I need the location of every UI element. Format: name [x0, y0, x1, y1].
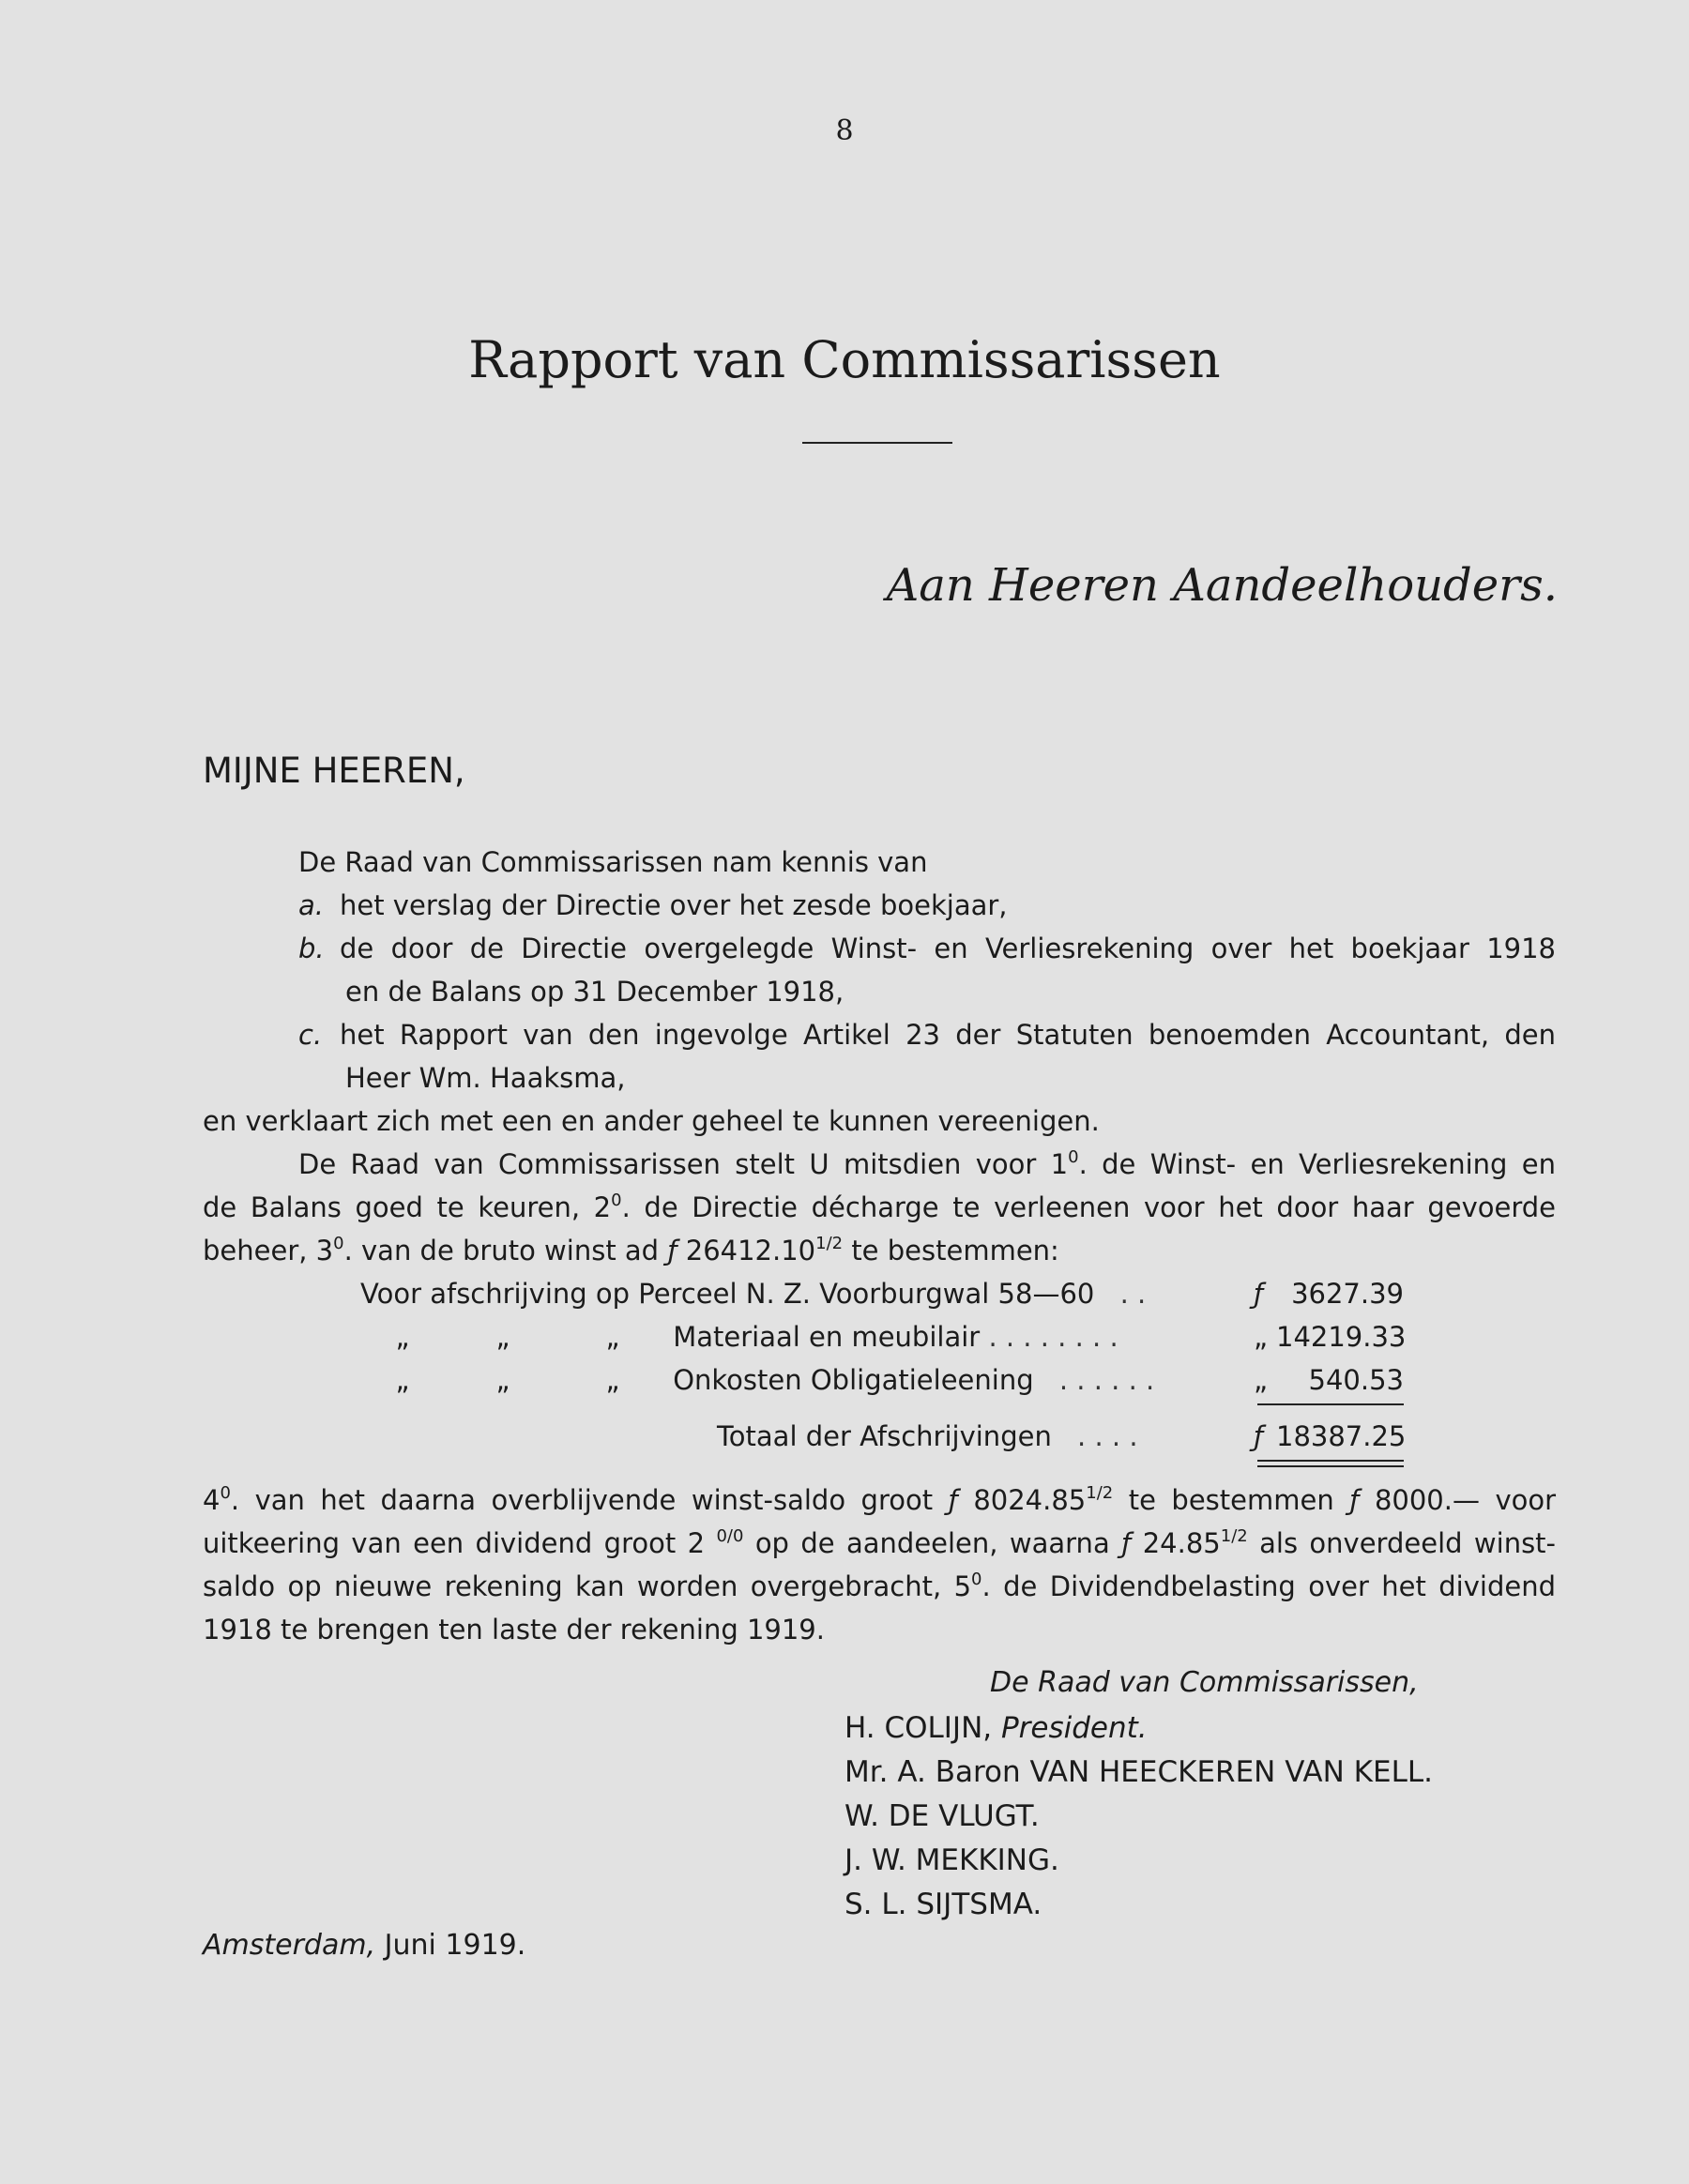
- place-date: [203, 1929, 525, 1962]
- row-amount: 540.53: [1308, 1364, 1404, 1396]
- currency-sign: „: [1254, 1321, 1269, 1353]
- total-label: Totaal der Afschrijvingen: [717, 1420, 1052, 1452]
- currency-sign: „: [1254, 1364, 1269, 1396]
- ditto-mark: „: [605, 1364, 620, 1396]
- signatory-name: H. COLIJN,: [844, 1711, 993, 1745]
- closing-line-2: [203, 1522, 1556, 1565]
- date: Juni 1919.: [384, 1929, 526, 1962]
- page-number: 8: [835, 114, 854, 147]
- item-text: de door de Directie overgelegde Winst- en Verliesrekening over het boekjaar 1918: [340, 933, 1556, 964]
- address-line: Aan Heeren Aandeelhouders.: [886, 559, 1558, 612]
- row-amount: 3627.39: [1291, 1278, 1404, 1310]
- item-label: b.: [298, 933, 325, 964]
- board-heading: De Raad van Commissarissen,: [990, 1666, 1419, 1699]
- proposal-text: beheer, 3: [203, 1235, 334, 1266]
- fraction: 1/2: [815, 1234, 844, 1253]
- depreciation-row-3: [360, 1358, 1154, 1402]
- closing-text: saldo op nieuwe rekening kan worden overgebracht, 5: [203, 1570, 972, 1602]
- closing-line-4: 1918 te brengen ten laste der rekening 1919.: [203, 1614, 825, 1646]
- amount: 24.85: [1142, 1527, 1221, 1559]
- row-amount: 14219.33: [1276, 1321, 1407, 1353]
- ordinal-mark: 0: [971, 1570, 982, 1589]
- item-a: [298, 884, 1008, 927]
- proposal-text: . de Winst- en Verliesrekening en: [1078, 1148, 1556, 1180]
- closing-text: als onverdeeld winst-: [1259, 1527, 1557, 1559]
- item-text: het verslag der Directie over het zesde boekjaar,: [340, 889, 1008, 921]
- closing-text: 4: [203, 1484, 221, 1516]
- gross-profit-amount: 26412.10: [685, 1235, 816, 1266]
- item-c: [298, 1013, 1556, 1056]
- item-c-cont: Heer Wm. Haaksma,: [345, 1062, 626, 1094]
- proposal-text: . de Directie décharge te verleenen voor het door haar gevoerde: [621, 1191, 1556, 1223]
- signatory: [844, 1843, 1059, 1877]
- row-item: Perceel N. Z. Voorburgwal 58—60: [638, 1278, 1095, 1310]
- ditto-mark: „: [395, 1321, 410, 1353]
- proposal-text: . van de bruto winst ad: [343, 1235, 660, 1266]
- currency-sign: ƒ: [1254, 1420, 1264, 1452]
- currency-sign: ƒ: [1254, 1278, 1264, 1310]
- closing-text: . van het daarna overblijvende winst-saldo groot: [230, 1484, 934, 1516]
- proposal-text: De Raad van Commissarissen stelt U mitsdien voor 1: [298, 1148, 1069, 1180]
- row-currency: [1254, 1415, 1263, 1458]
- closing-text: te bestemmen: [1128, 1484, 1334, 1516]
- salutation: MIJNE HEEREN,: [203, 751, 465, 791]
- proposal-text: de Balans goed te keuren, 2: [203, 1191, 612, 1223]
- florin-sign: ƒ: [1121, 1527, 1132, 1559]
- intro-line: De Raad van Commissarissen nam kennis van: [298, 846, 928, 878]
- row-currency: [1254, 1315, 1268, 1358]
- total-double-rule: [1257, 1460, 1404, 1462]
- ditto-mark: „: [395, 1364, 410, 1396]
- signatory-name: J. W. MEKKING.: [844, 1843, 1059, 1877]
- fraction: 1/2: [1086, 1483, 1114, 1503]
- closing-line-1: [203, 1479, 1556, 1522]
- signatory: [844, 1755, 1433, 1789]
- signatory-name: S. L. SIJTSMA.: [844, 1888, 1042, 1921]
- percent-sign: 0/0: [716, 1526, 744, 1546]
- ordinal-mark: 0: [611, 1191, 622, 1210]
- florin-sign: ƒ: [667, 1235, 677, 1266]
- depreciation-row-2: [360, 1315, 1118, 1358]
- total-double-rule: [1257, 1465, 1404, 1467]
- signatory-name: Mr. A. Baron VAN HEECKEREN VAN KELL.: [844, 1755, 1433, 1789]
- page-title: Rapport van Commissarissen: [468, 330, 1221, 389]
- ditto-mark: „: [495, 1364, 510, 1396]
- closing-text: op de aandeelen, waarna: [754, 1527, 1110, 1559]
- row-leader: . . . . . . . .: [988, 1321, 1118, 1353]
- closing-line-3: [203, 1565, 1556, 1608]
- florin-sign: ƒ: [1349, 1484, 1360, 1516]
- closing-text: uitkeering van een dividend groot 2: [203, 1527, 706, 1559]
- row-prefix: Voor afschrijving op: [360, 1278, 631, 1310]
- row-leader: . . . . . .: [1058, 1364, 1155, 1396]
- proposal-line-3: [203, 1229, 1059, 1272]
- total-row: [717, 1415, 1138, 1458]
- signatory: [844, 1711, 1148, 1745]
- ordinal-mark: 0: [1068, 1147, 1079, 1167]
- total-amount: 18387.25: [1276, 1420, 1407, 1452]
- row-item: Materiaal en meubilair: [673, 1321, 981, 1353]
- place: Amsterdam,: [203, 1929, 376, 1962]
- proposal-line-2: [203, 1186, 1556, 1229]
- proposal-line-1: [298, 1143, 1556, 1186]
- signatory-role: President.: [1000, 1711, 1148, 1745]
- closing-text: voor: [1495, 1484, 1557, 1516]
- signatory: [844, 1799, 1040, 1833]
- closing-text: . de Dividendbelasting over het dividend: [981, 1570, 1556, 1602]
- ordinal-mark: 0: [220, 1483, 231, 1503]
- ordinal-mark: 0: [333, 1234, 344, 1253]
- row-currency: [1254, 1358, 1268, 1402]
- item-text: het Rapport van den ingevolge Artikel 23 der Statuten benoemden Accountant, den: [340, 1019, 1556, 1051]
- item-label: a.: [298, 889, 324, 921]
- florin-sign: ƒ: [948, 1484, 958, 1516]
- ditto-mark: „: [495, 1321, 510, 1353]
- declaration: en verklaart zich met een en ander geheel te kunnen vereenigen.: [203, 1105, 1100, 1137]
- title-rule: [802, 442, 952, 444]
- row-item: Onkosten Obligatieleening: [673, 1364, 1034, 1396]
- depreciation-row-1: [360, 1272, 1146, 1315]
- ditto-mark: „: [605, 1321, 620, 1353]
- item-label: c.: [298, 1019, 323, 1051]
- row-leader: . . . .: [1077, 1420, 1138, 1452]
- row-currency: [1254, 1272, 1263, 1315]
- signatory: [844, 1888, 1042, 1921]
- proposal-text: te bestemmen:: [851, 1235, 1059, 1266]
- item-b-cont: en de Balans op 31 December 1918,: [345, 976, 844, 1008]
- amount: 8000.—: [1374, 1484, 1480, 1516]
- item-b: [298, 927, 1556, 970]
- subtotal-rule: [1257, 1403, 1404, 1405]
- fraction: 1/2: [1220, 1526, 1248, 1546]
- row-leader: . .: [1119, 1278, 1147, 1310]
- amount: 8024.85: [973, 1484, 1087, 1516]
- signatory-name: W. DE VLUGT.: [844, 1799, 1040, 1833]
